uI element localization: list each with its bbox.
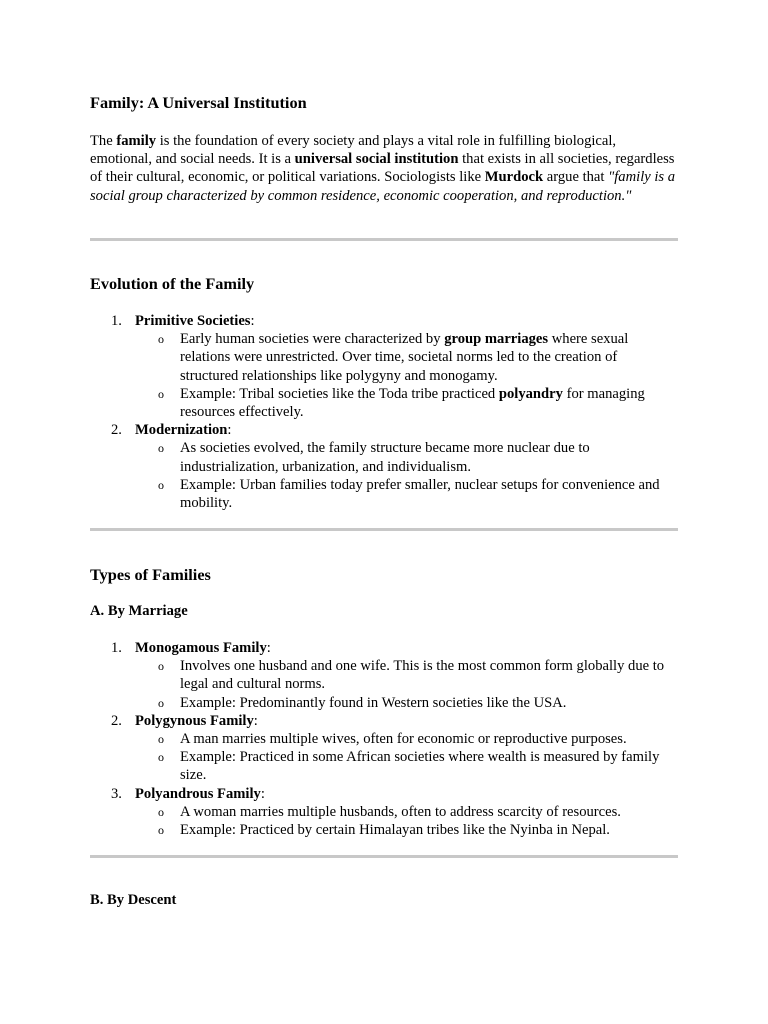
section-title-types: Types of Families: [90, 565, 211, 584]
list-number: 2.: [111, 422, 122, 439]
item-label: Monogamous Family: [135, 640, 267, 656]
sub-list-item: o Example: Practiced in some African societies where wealth is measured by family size.: [158, 749, 660, 784]
term-murdock: Murdock: [484, 169, 544, 186]
intro-paragraph: The family is the foundation of every society and plays a vital role in fulfilling biological, emotional, and social needs. It is a universal social institution that exists in all societies, regardless of their cultural, economic, or political variations. Sociologists like Murdock argue that "family is a social group characterized by common residence, economic cooperation, and reproduction.": [90, 133, 676, 204]
bullet-icon: o: [158, 332, 164, 347]
bullet-icon: o: [158, 659, 164, 674]
sub-list: [90, 439, 678, 512]
sub-list: [90, 730, 678, 785]
list-item-polygynous: 2. Polygynous Family:: [111, 712, 258, 729]
list-item-polyandrous: 3. Polyandrous Family:: [111, 785, 265, 802]
subsection-by-marriage: A. By Marriage: [90, 603, 188, 619]
sub-list-item: o Example: Urban families today prefer smaller, nuclear setups for convenience and mobility.: [158, 476, 660, 512]
list-item-modernization: 2. Modernization:: [111, 422, 232, 439]
subsection-by-descent: B. By Descent: [90, 892, 177, 908]
sub-list-item: o A man marries multiple wives, often for economic or reproductive purposes.: [158, 731, 627, 748]
bullet-icon: o: [158, 386, 164, 401]
bullet-icon: o: [158, 823, 164, 838]
term-family: family: [116, 133, 157, 149]
bullet-icon: o: [158, 750, 164, 765]
list-number: 1.: [111, 640, 122, 656]
item-label: Polygynous Family: [135, 712, 254, 729]
item-label: Primitive Societies: [135, 313, 251, 329]
bullet-icon: o: [158, 804, 164, 819]
divider-2: [90, 528, 678, 531]
sub-list: [90, 803, 678, 839]
list-number: 2.: [111, 712, 122, 729]
sub-list-item: o Example: Practiced by certain Himalayan tribes like the Nyinba in Nepal.: [158, 822, 610, 839]
list-number: 1.: [111, 313, 122, 329]
bullet-icon: o: [158, 732, 164, 747]
sub-list: [90, 657, 678, 712]
bullet-icon: o: [158, 477, 164, 492]
sub-list-item: o As societies evolved, the family structure became more nuclear due to industrialization, urbanization, and individualism.: [158, 440, 590, 475]
sub-list-item: o Example: Predominantly found in Western societies like the USA.: [158, 694, 567, 711]
murdock-quote: "family is a social group characterized by common residence, economic cooperation, and reproduction.": [90, 169, 676, 204]
marriage-types-list: [90, 639, 678, 839]
sub-list-item: o Example: Tribal societies like the Toda tribe practiced polyandry for managing resources effectively.: [158, 385, 645, 421]
sub-list-item: o Early human societies were characterized by group marriages where sexual relations were unrestricted. Over time, societal norms led to the creation of structured relationships like polygyny and monogamy.: [158, 331, 629, 384]
divider-3: [90, 855, 678, 858]
evolution-list: [90, 312, 678, 512]
bullet-icon: o: [158, 441, 164, 456]
item-label: Modernization: [135, 422, 228, 439]
divider-1: [90, 238, 678, 241]
item-label: Polyandrous Family: [135, 785, 261, 802]
term-universal-institution: universal social institution: [294, 151, 459, 168]
list-item-monogamous: 1. Monogamous Family:: [111, 640, 271, 656]
list-item-primitive-societies: 1. Primitive Societies:: [111, 313, 255, 329]
section-title-evolution: Evolution of the Family: [90, 274, 255, 293]
section-title-family: Family: A Universal Institution: [90, 93, 307, 112]
sub-list: [90, 330, 678, 421]
bullet-icon: o: [158, 695, 164, 710]
sub-list-item: o Involves one husband and one wife. This is the most common form globally due to legal and cultural norms.: [158, 658, 665, 693]
list-number: 3.: [111, 785, 122, 802]
sub-list-item: o A woman marries multiple husbands, often to address scarcity of resources.: [158, 803, 621, 820]
